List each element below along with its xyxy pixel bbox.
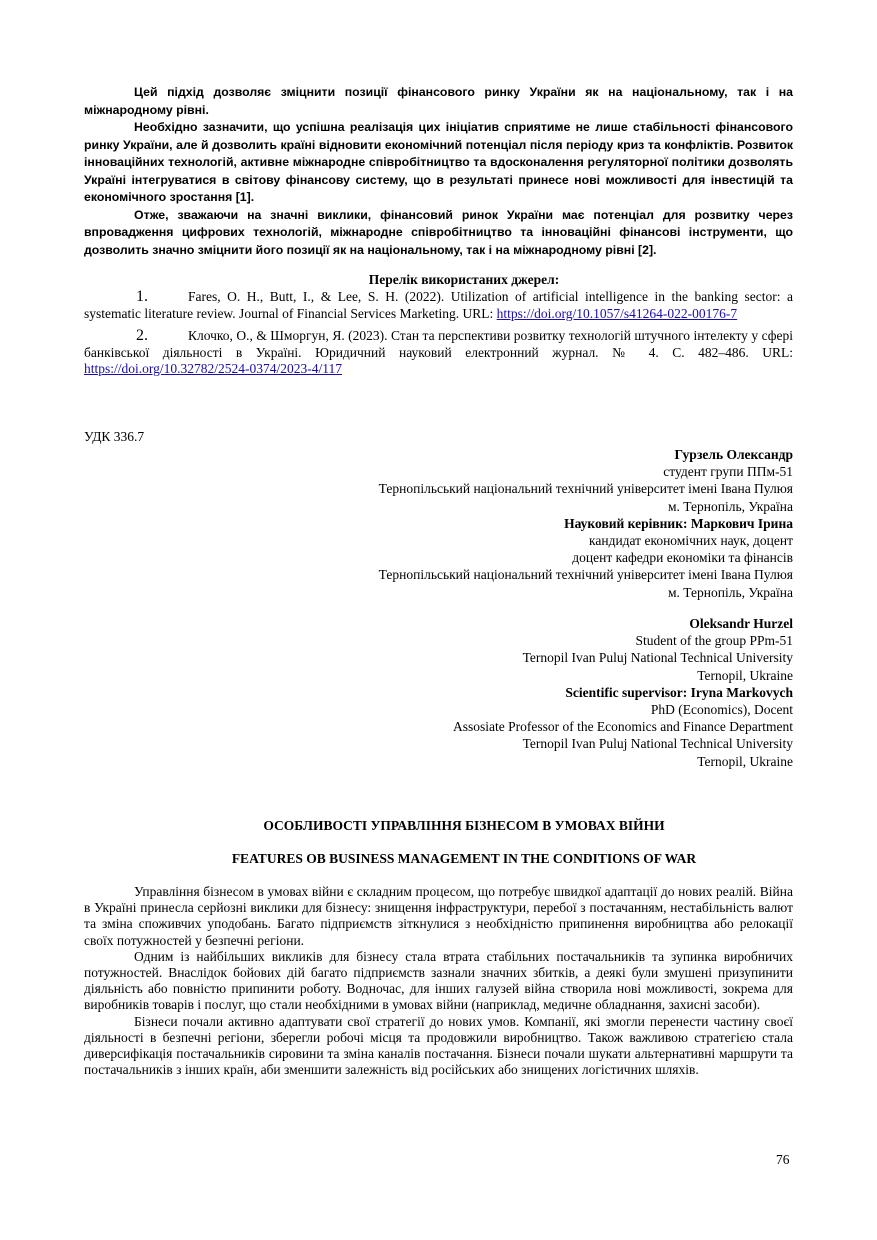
author-group: Student of the group PPm-51 — [635, 633, 793, 649]
article-title-en: FEATURES OB BUSINESS MANAGEMENT IN THE CONDITIONS OF WAR — [231, 851, 697, 866]
paragraph: Необхідно зазначити, що успішна реалізація цих ініціатив сприятиме не лише стабільності фінансового ринку України, але й дозволить країні відновити економічний потенціал після періоду криз та конфліктів. Розвиток інноваційних технологій, активне міжнародне співробітництво та вдосконалення регуляторної політики дозволять Україні інтегруватися в світову фінансову систему, що в результаті принесе нові можливості для інвестицій та економічного зростання [1]. — [84, 120, 793, 204]
author-block-en — [193, 615, 793, 770]
paragraph: Бізнеси почали активно адаптувати свої стратегії до нових умов. Компанії, які змогли перенести частину своєї діяльності в безпечні регіони, зберегли робочі місця та продовжили виробництво. Також важливою стратегією стала диверсифікація постачальників сировини та зміна каналів постачання. Бізнеси почали шукати альтернативні маршрути та постачальників з інших країн, аби зменшити залежність від російських або знищених логістичних шляхів. — [84, 1013, 793, 1078]
references-title: Перелік використаних джерел: — [368, 272, 560, 287]
supervisor-position: доцент кафедри економіки та фінансів — [572, 550, 793, 566]
reference-text: Fares, O. H., Butt, I., & Lee, S. H. (2022). Utilization of artificial intelligence in the banking sector: a systematic literature review. Journal of Financial Services Marketing. URL: — [84, 289, 793, 321]
author-name: Oleksandr Hurzel — [689, 616, 793, 631]
supervisor-name: Scientific supervisor: Iryna Markovych — [565, 684, 793, 700]
page-number: 76 — [776, 1152, 790, 1167]
author-group: студент групи ППм-51 — [663, 464, 793, 480]
author-name: Гурзель Олександр — [674, 447, 793, 462]
supervisor-position: Assosiate Professor of the Economics and Finance Department — [452, 719, 793, 735]
supervisor-name: Науковий керівник: Маркович Ірина — [564, 515, 793, 531]
reference-item — [84, 328, 793, 378]
reference-link[interactable]: https://doi.org/10.32782/2524-0374/2023-4/117 — [84, 361, 343, 376]
author-university: Ternopil Ivan Puluj National Technical University — [522, 650, 793, 666]
supervisor-degree: PhD (Economics), Docent — [650, 702, 793, 718]
article-title-ua: ОСОБЛИВОСТІ УПРАВЛІННЯ БІЗНЕСОМ В УМОВАХ ВІЙНИ — [263, 818, 665, 833]
references-list — [84, 289, 793, 378]
reference-number: 2. — [136, 327, 148, 344]
reference-text: Клочко, О., & Шморгун, Я. (2023). Стан та перспективи розвитку технологій штучного інтелекту у сфері банківської діяльності в Україні. Юридичний науковий електронний журнал. № 4. С. 482–486. URL: — [84, 328, 793, 360]
paragraph: Управління бізнесом в умовах війни є складним процесом, що потребує швидкої адаптації до нових реалій. Війна в Україні принесла серйозні виклики для бізнесу: знищення інфраструктури, перебої з постачанням, нестабільність валют та зміна споживчих уподобань. Багато підприємств зіткнулися з необхідністю припинення виробництва або релокації своїх потужностей у безпечні регіони. — [84, 884, 793, 948]
reference-link[interactable]: https://doi.org/10.1057/s41264-022-00176-7 — [496, 305, 738, 321]
udk-code: УДК 336.7 — [84, 429, 145, 444]
paragraph: Одним із найбільших викликів для бізнесу стала втрата стабільних постачальників та зупинка виробничих потужностей. Внаслідок бойових дій багато підприємств зазнали значних збитків, а деякі були змушені призупинити діяльність або повністю припинити роботу. Водночас, для інших галузей війна створила нові можливості, зокрема для виробників товарів і послуг, що стали необхідними в умовах війни (наприклад, медичне обладнання, захисні засоби). — [84, 948, 793, 1013]
reference-number: 1. — [136, 288, 148, 305]
paragraph: Цей підхід дозволяє зміцнити позиції фінансового ринку України як на національному, так і на міжнародному рівні. — [84, 85, 793, 117]
supervisor-city: м. Тернопіль, Україна — [667, 584, 793, 600]
supervisor-city: Ternopil, Ukraine — [697, 753, 793, 769]
article-body — [84, 884, 793, 1078]
author-city: Ternopil, Ukraine — [697, 667, 793, 683]
supervisor-university: Ternopil Ivan Puluj National Technical University — [522, 736, 793, 752]
author-city: м. Тернопіль, Україна — [667, 498, 793, 514]
top-paragraphs — [84, 84, 793, 259]
author-block-ua — [193, 446, 793, 601]
reference-item — [84, 289, 793, 322]
paragraph: Отже, зважаючи на значні виклики, фінансовий ринок України має потенціал для розвитку через впровадження цифрових технологій, міжнародне співробітництво та інноваційні фінансові інструменти, що дозволить значно зміцнити його позиції як на національному, так і на міжнародному рівні [2]. — [84, 207, 793, 257]
author-university: Тернопільський національний технічний університет імені Івана Пулюя — [378, 481, 793, 497]
supervisor-degree: кандидат економічних наук, доцент — [589, 533, 793, 549]
supervisor-university: Тернопільський національний технічний університет імені Івана Пулюя — [378, 567, 793, 583]
